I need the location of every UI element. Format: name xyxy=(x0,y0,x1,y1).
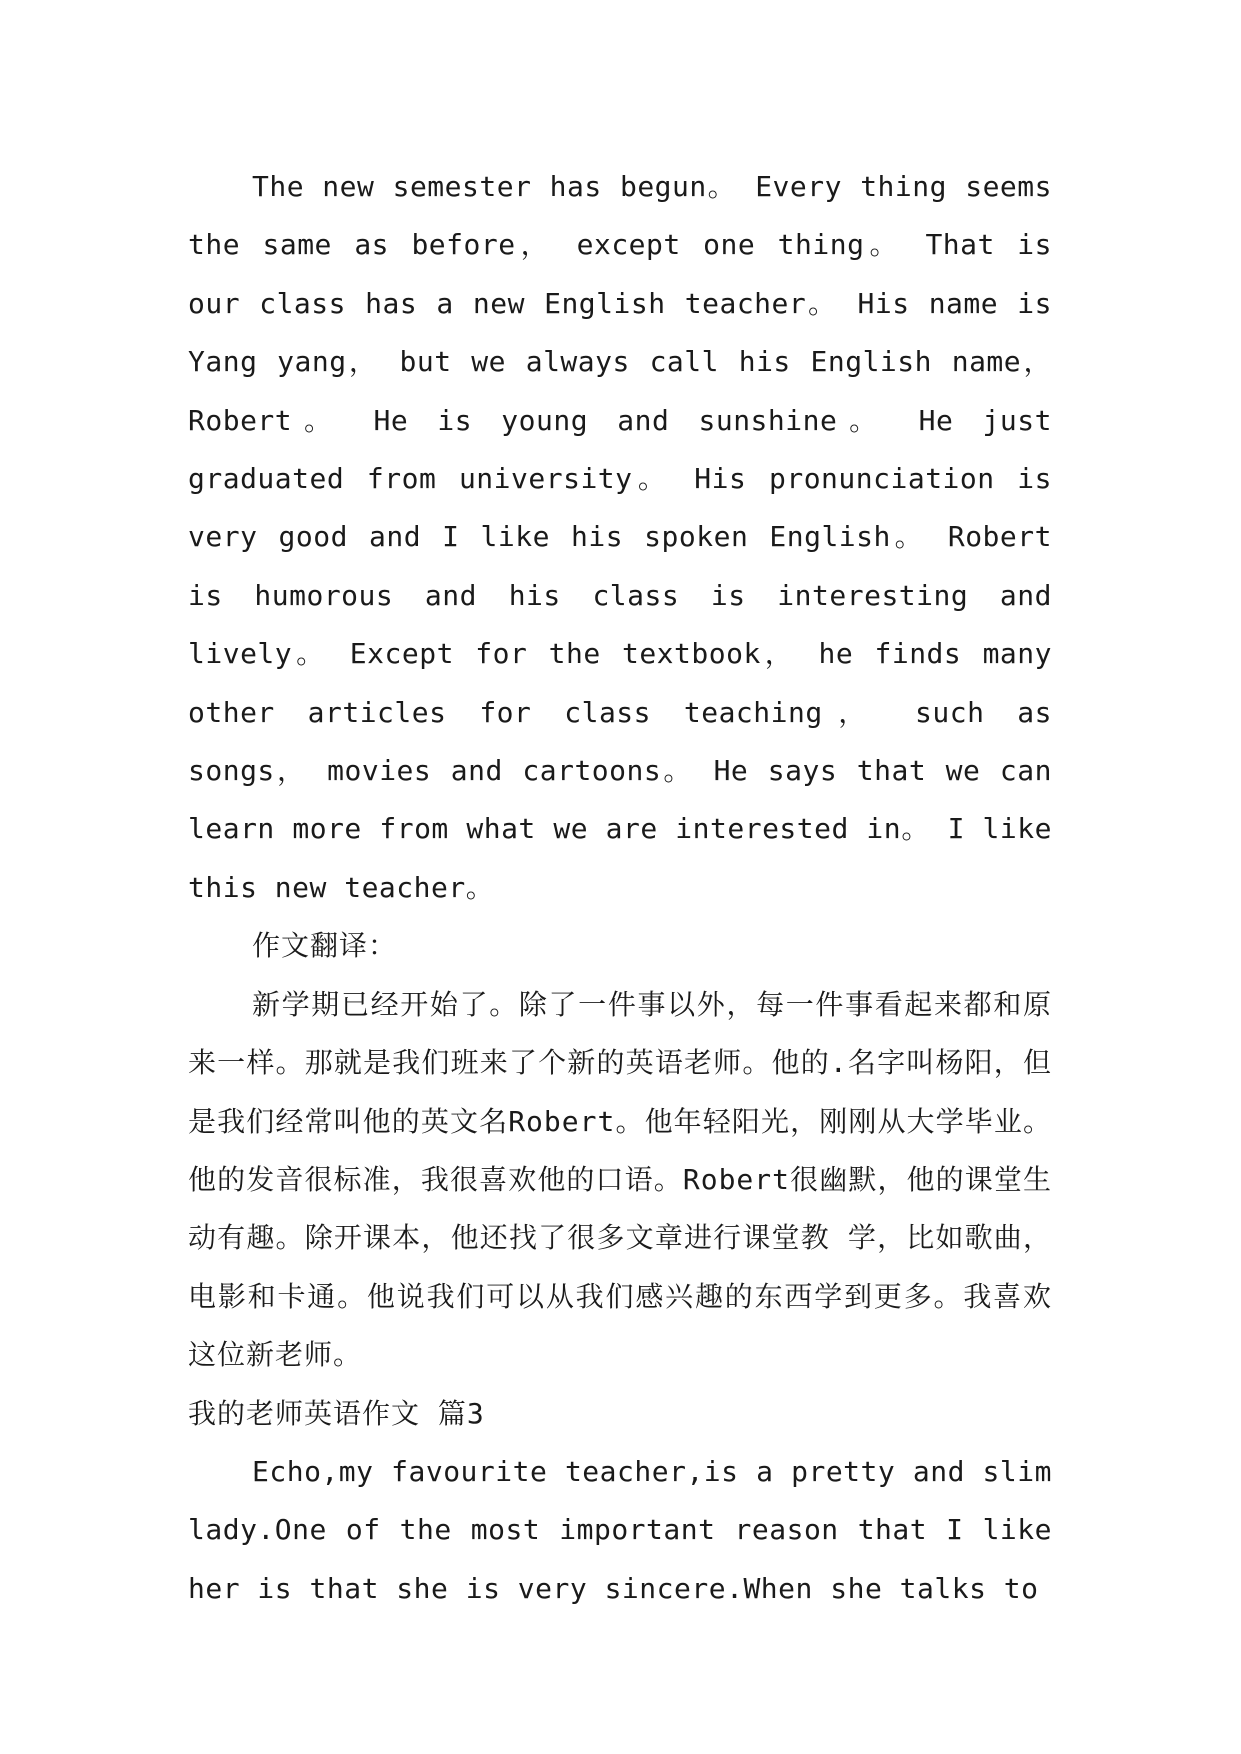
essay-3-english-paragraph: Echo,my favourite teacher,is a pretty and slim lady.One of the most important reason that I like her is that she is very sincere.When she talks to xyxy=(188,1454,1052,1605)
essay-2-english-paragraph: The new semester has begun。 Every thing seems the same as before， except one thing。 That is our class has a new English teacher。 His name is Yang yang， but we always call his English name， Robert。 He is young and sunshine。 He just graduated from university。 His pronunciation is very good and I like his spoken English。 Robert is humorous and his class is interesting and lively。 Except for the textbook， he finds many other articles for class teaching， such as songs， movies and cartoons。 He says that we can learn more from what we are interested in。 I like this new teacher。 xyxy=(188,170,1052,904)
essay-3-title: 我的老师英语作文 篇3 xyxy=(188,1396,485,1430)
translation-label: 作文翻译： xyxy=(252,929,398,963)
document-body xyxy=(188,158,1052,1618)
essay-2-translation-paragraph: 新学期已经开始了。除了一件事以外，每一件事看起来都和原来一样。那就是我们班来了个新的英语老师。他的.名字叫杨阳，但是我们经常叫他的英文名Robert。他年轻阳光，刚刚从大学毕业。他的发音很标准，我很喜欢他的口语。Robert很幽默，他的课堂生动有趣。除开课本，他还找了很多文章进行课堂教 学，比如歌曲，电影和卡通。他说我们可以从我们感兴趣的东西学到更多。我喜欢这位新老师。 xyxy=(188,987,1052,1372)
